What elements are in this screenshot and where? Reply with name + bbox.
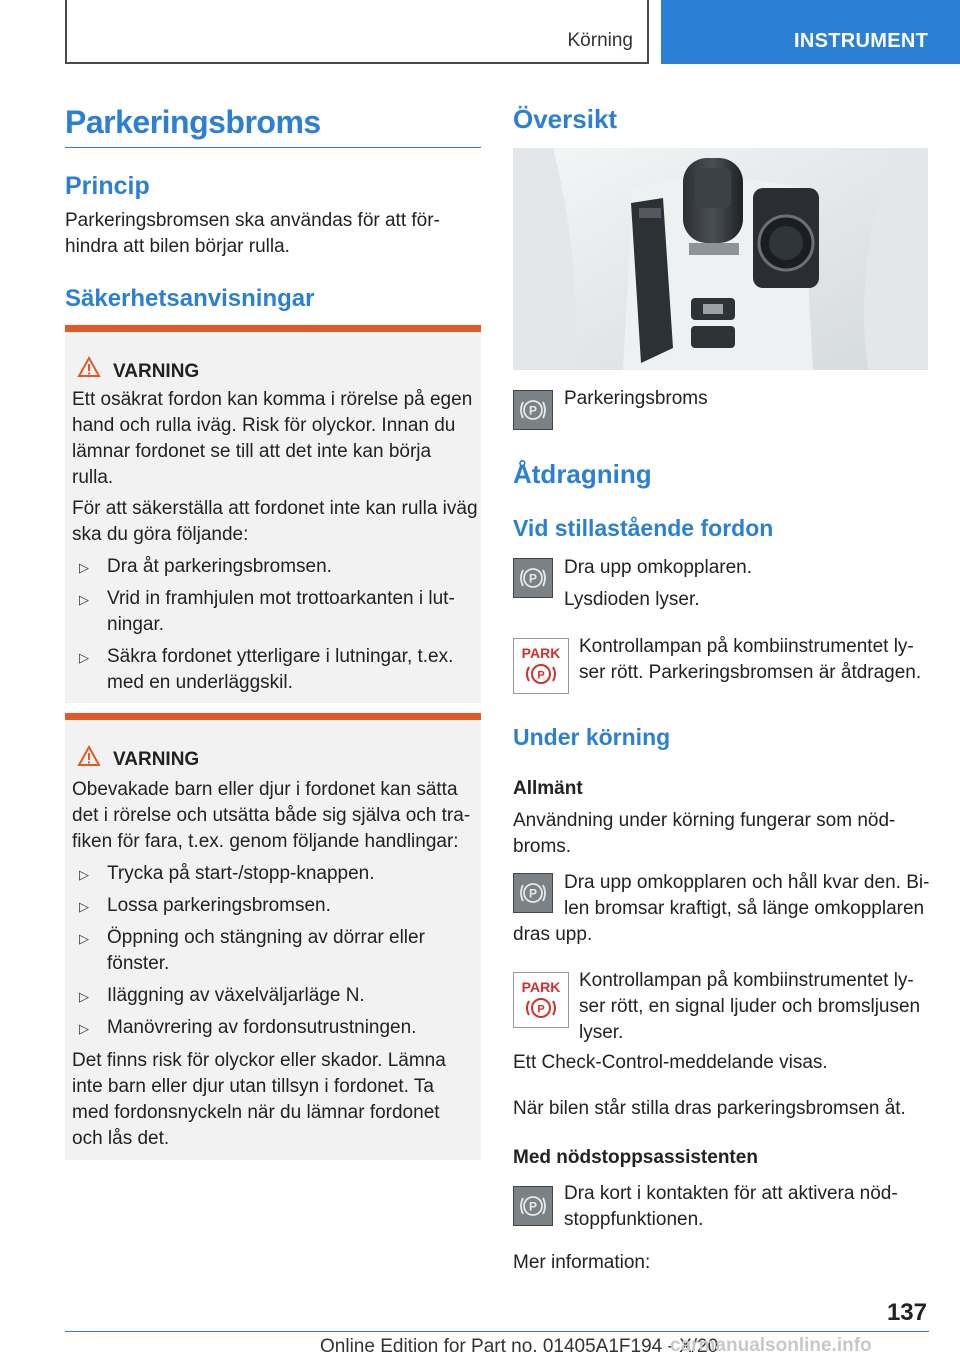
park-text: PARK [521, 979, 561, 995]
p-letter: P [528, 886, 538, 901]
under-heading: Under körning [513, 724, 671, 750]
parking-brake-symbol [514, 874, 552, 912]
warning-triangle-icon [77, 356, 101, 378]
warning1-item-1: Dra åt parkeringsbromsen. [107, 556, 332, 577]
bullet-icon: ▷ [79, 650, 89, 665]
bullet-icon: ▷ [79, 592, 89, 607]
park-lamp-symbol [514, 973, 568, 1027]
allmant-line-2: broms. [513, 836, 572, 857]
allmant-heading: Allmänt [513, 778, 583, 799]
warning1-item-3b: med en underläggskil. [107, 672, 293, 693]
warning1-item-2a: Vrid in framhjulen mot trottoarkanten i lut- [107, 588, 455, 609]
warning2-closing-2: inte barn eller djur utan tillsyn i fordonet. Ta [72, 1076, 434, 1097]
bullet-icon: ▷ [79, 867, 89, 882]
warning1-line-5: För att säkerställa att fordonet inte kan rulla iväg [72, 498, 478, 519]
check-control-text: Ett Check-Control-meddelande visas. [513, 1052, 828, 1073]
parking-brake-button-icon [513, 873, 553, 913]
bullet-icon: ▷ [79, 1021, 89, 1036]
bullet-icon: ▷ [79, 560, 89, 575]
parking-brake-symbol [514, 1187, 552, 1225]
warning1-line-1: Ett osäkrat fordon kan komma i rörelse på egen [72, 389, 473, 410]
chapter-label: INSTRUMENT [794, 30, 929, 52]
warning-label-2: VARNING [113, 749, 200, 770]
warning-box-1 [65, 325, 481, 703]
under-lamp-2: ser rött, en signal ljuder och bromsljusen [579, 996, 921, 1017]
stilla-led: Lysdioden lyser. [564, 589, 700, 610]
warning2-item-3a: Öppning och stängning av dörrar eller [107, 927, 425, 948]
console-illustration [513, 148, 928, 370]
parking-brake-button-icon [513, 390, 553, 430]
section-tab [65, 0, 649, 64]
center-console-photo [513, 148, 928, 370]
warning-triangle-icon [77, 745, 101, 767]
warning2-line-1: Obevakade barn eller djur i fordonet kan sätta [72, 779, 458, 800]
warning1-line-4: rulla. [72, 467, 114, 488]
watermark-text: carmanualsonline.info [670, 1335, 872, 1356]
warning2-closing-4: och lås det. [72, 1128, 170, 1149]
warning-box-2 [65, 713, 481, 1160]
park-lamp-symbol [514, 639, 568, 693]
bullet-icon: ▷ [79, 899, 89, 914]
p-letter: P [537, 1003, 545, 1016]
allmant-line-1: Användning under körning fungerar som nöd- [513, 810, 896, 831]
princip-line-1: Parkeringsbromsen ska användas för att för- [65, 210, 440, 231]
p-letter: P [537, 669, 545, 682]
park-text: PARK [521, 645, 561, 661]
parking-brake-symbol [514, 559, 552, 597]
stilla-note: När bilen står stilla dras parkeringsbromsen åt. [513, 1098, 906, 1119]
parking-brake-symbol [514, 391, 552, 429]
overview-heading: Översikt [513, 104, 618, 134]
warning1-line-6: ska du göra följande: [72, 524, 249, 545]
page-number: 137 [886, 1299, 927, 1326]
parking-brake-button-icon [513, 558, 553, 598]
title-rule [65, 147, 481, 148]
princip-heading: Princip [65, 172, 150, 200]
under-step-1: Dra upp omkopplaren och håll kvar den. Bi- [564, 872, 930, 893]
warning2-line-3: fiken för fara, t.ex. genom följande handlingar: [72, 831, 459, 852]
atdragning-heading: Åtdragning [513, 459, 652, 489]
princip-line-2: hindra att bilen börjar rulla. [65, 236, 290, 257]
under-step-3: dras upp. [513, 924, 593, 945]
warning1-item-3a: Säkra fordonet ytterligare i lutningar, t.ex. [107, 646, 454, 667]
warning2-line-2: det i rörelse och utsätta både sig själva och tra- [72, 805, 471, 826]
p-letter: P [528, 1199, 538, 1214]
under-lamp-3: lyser. [579, 1022, 624, 1043]
under-lamp-1: Kontrollampan på kombiinstrumentet ly- [579, 970, 914, 991]
stilla-step: Dra upp omkopplaren. [564, 557, 752, 578]
warning2-item-5: Manövrering av fordonsutrustningen. [107, 1017, 417, 1038]
stilla-heading: Vid stillastående fordon [513, 515, 774, 541]
section-label: Körning [567, 30, 633, 51]
under-step-2: len bromsar kraftigt, så länge omkopplaren [564, 898, 925, 919]
overview-caption: Parkeringsbroms [564, 388, 708, 409]
stilla-lamp-1: Kontrollampan på kombiinstrumentet ly- [579, 636, 914, 657]
warning2-item-2: Lossa parkeringsbromsen. [107, 895, 331, 916]
parking-brake-button-icon [513, 1186, 553, 1226]
safety-heading: Säkerhetsanvisningar [65, 285, 315, 312]
nodstopp-heading: Med nödstoppsassistenten [513, 1147, 758, 1168]
warning1-item-2b: ningar. [107, 614, 165, 635]
stilla-lamp-2: ser rött. Parkeringsbromsen är åtdragen. [579, 662, 922, 683]
nodstopp-step-1: Dra kort i kontakten för att aktivera nöd- [564, 1183, 898, 1204]
p-letter: P [528, 403, 538, 418]
more-info-text: Mer information: [513, 1252, 651, 1273]
chapter-tab [661, 0, 960, 64]
warning2-closing-1: Det finns risk för olyckor eller skador. Lämna [72, 1050, 446, 1071]
park-warning-lamp-icon [513, 972, 569, 1028]
warning1-line-3: lämnar fordonet se till att det inte kan börja [72, 441, 432, 462]
warning2-closing-3: med fordonsnyckeln när du lämnar fordonet [72, 1102, 440, 1123]
park-warning-lamp-icon [513, 638, 569, 694]
bullet-icon: ▷ [79, 989, 89, 1004]
footer-rule [65, 1331, 929, 1332]
warning1-line-2: hand och rulla iväg. Risk för olyckor. Innan du [72, 415, 456, 436]
nodstopp-step-2: stoppfunktionen. [564, 1209, 704, 1230]
warning-label-1: VARNING [113, 361, 200, 382]
p-letter: P [528, 571, 538, 586]
page-title: Parkeringsbroms [65, 104, 321, 140]
warning2-item-1: Trycka på start-/stopp-knappen. [107, 863, 375, 884]
warning2-item-3b: fönster. [107, 953, 170, 974]
edition-text: Online Edition for Part no. 01405A1F194 - X/20 [320, 1336, 719, 1357]
warning2-item-4: Iläggning av växelväljarläge N. [107, 985, 365, 1006]
bullet-icon: ▷ [79, 931, 89, 946]
